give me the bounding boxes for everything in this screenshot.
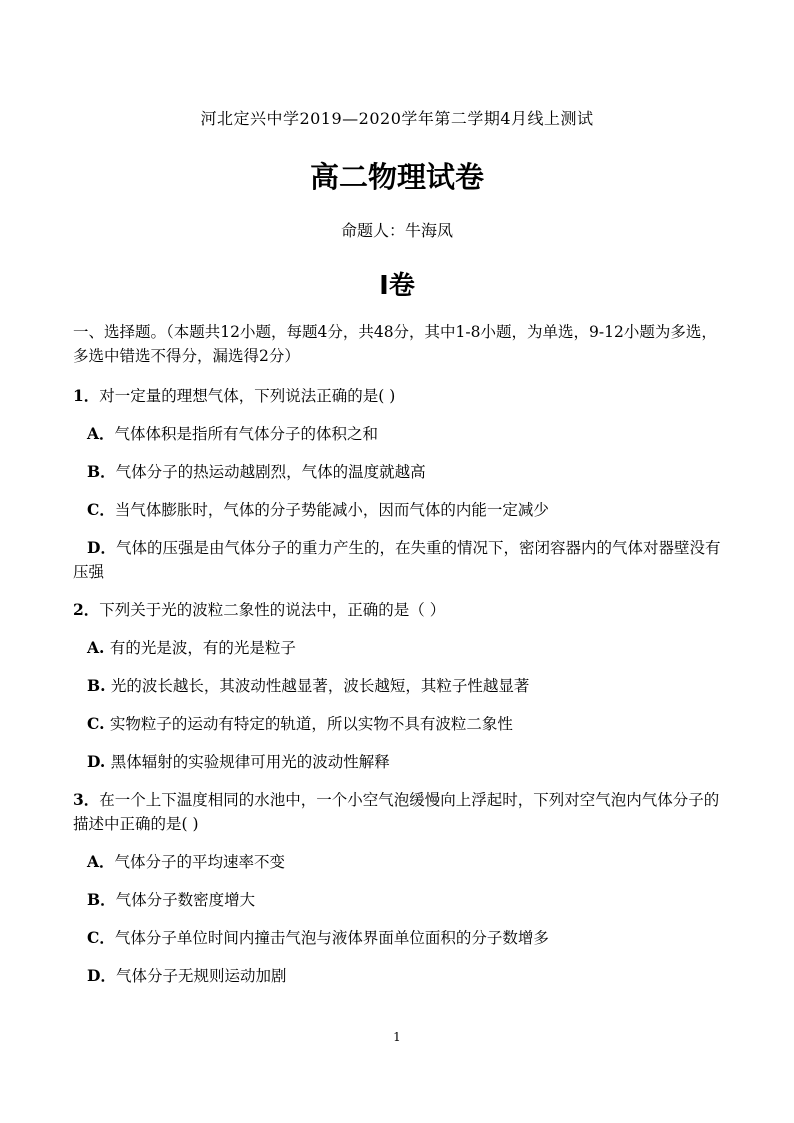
exam-body xyxy=(73,320,727,1002)
question-3-option-c xyxy=(87,926,727,950)
option-label: D． xyxy=(87,538,116,557)
option-text: 有的光是波，有的光是粒子 xyxy=(109,639,296,657)
question-text: 在一个上下温度相同的水池中，一个小空气泡缓慢向上浮起时，下列对空气泡内气体分子的描述中正确的是( ) xyxy=(73,791,720,833)
option-label: C． xyxy=(87,928,115,947)
volume-heading: Ⅰ卷 xyxy=(379,271,415,301)
question-2-option-a xyxy=(87,636,727,660)
option-text: 实物粒子的运动有特定的轨道，所以实物不具有波粒二象性 xyxy=(109,715,513,733)
option-text: 光的波长越长，其波动性越显著，波长越短，其粒子性越显著 xyxy=(110,677,530,695)
option-text: 气体分子数密度增大 xyxy=(115,891,256,909)
question-text: 对一定量的理想气体，下列说法正确的是( ) xyxy=(99,387,396,405)
option-label: B. xyxy=(87,676,111,695)
question-number: 2． xyxy=(73,600,100,619)
option-text: 气体分子的平均速率不变 xyxy=(114,853,286,871)
option-text: 当气体膨胀时，气体的分子势能减小，因而气体的内能一定减少 xyxy=(114,501,549,519)
option-text: 气体分子无规则运动加剧 xyxy=(115,967,287,985)
option-text: 黑体辐射的实验规律可用光的波动性解释 xyxy=(110,753,390,771)
question-number: 1． xyxy=(73,386,100,405)
question-3-option-d xyxy=(87,964,727,988)
question-3 xyxy=(73,788,727,836)
section-intro: 一、选择题。（本题共12小题，每题4分，共48分，其中1-8小题，为单选，9-12小题为多选，多选中错选不得分，漏选得2分） xyxy=(73,323,717,365)
option-text: 气体分子单位时间内撞击气泡与液体界面单位面积的分子数增多 xyxy=(114,929,549,947)
question-2-option-b xyxy=(87,674,727,698)
option-label: C. xyxy=(87,714,110,733)
option-label: A． xyxy=(87,424,115,443)
question-1-option-d xyxy=(73,536,727,584)
question-3-option-a xyxy=(87,850,727,874)
question-2-option-c xyxy=(87,712,727,736)
option-label: D. xyxy=(87,752,111,771)
question-3-option-b xyxy=(87,888,727,912)
option-label: C． xyxy=(87,500,115,519)
author-line: 命题人：牛海凤 xyxy=(340,221,453,240)
page-title: 高二物理试卷 xyxy=(309,160,484,194)
option-text: 气体的压强是由气体分子的重力产生的，在失重的情况下，密闭容器内的气体对器壁没有压强 xyxy=(73,539,721,581)
question-1 xyxy=(73,384,727,408)
question-2-option-d xyxy=(87,750,727,774)
option-label: B． xyxy=(87,890,116,909)
option-label: B． xyxy=(87,462,116,481)
question-2 xyxy=(73,598,727,622)
exam-header-line: 河北定兴中学2019—2020学年第二学期4月线上测试 xyxy=(200,109,594,128)
page-number: 1 xyxy=(393,1030,401,1044)
question-text: 下列关于光的波粒二象性的说法中，正确的是（ ） xyxy=(99,601,446,619)
question-1-option-b xyxy=(87,460,727,484)
option-text: 气体分子的热运动越剧烈，气体的温度就越高 xyxy=(115,463,426,481)
question-number: 3． xyxy=(73,790,100,809)
option-label: A． xyxy=(87,852,115,871)
option-label: D． xyxy=(87,966,116,985)
option-label: A. xyxy=(87,638,110,657)
question-1-option-c xyxy=(87,498,727,522)
question-1-option-a xyxy=(87,422,727,446)
option-text: 气体体积是指所有气体分子的体积之和 xyxy=(114,425,379,443)
